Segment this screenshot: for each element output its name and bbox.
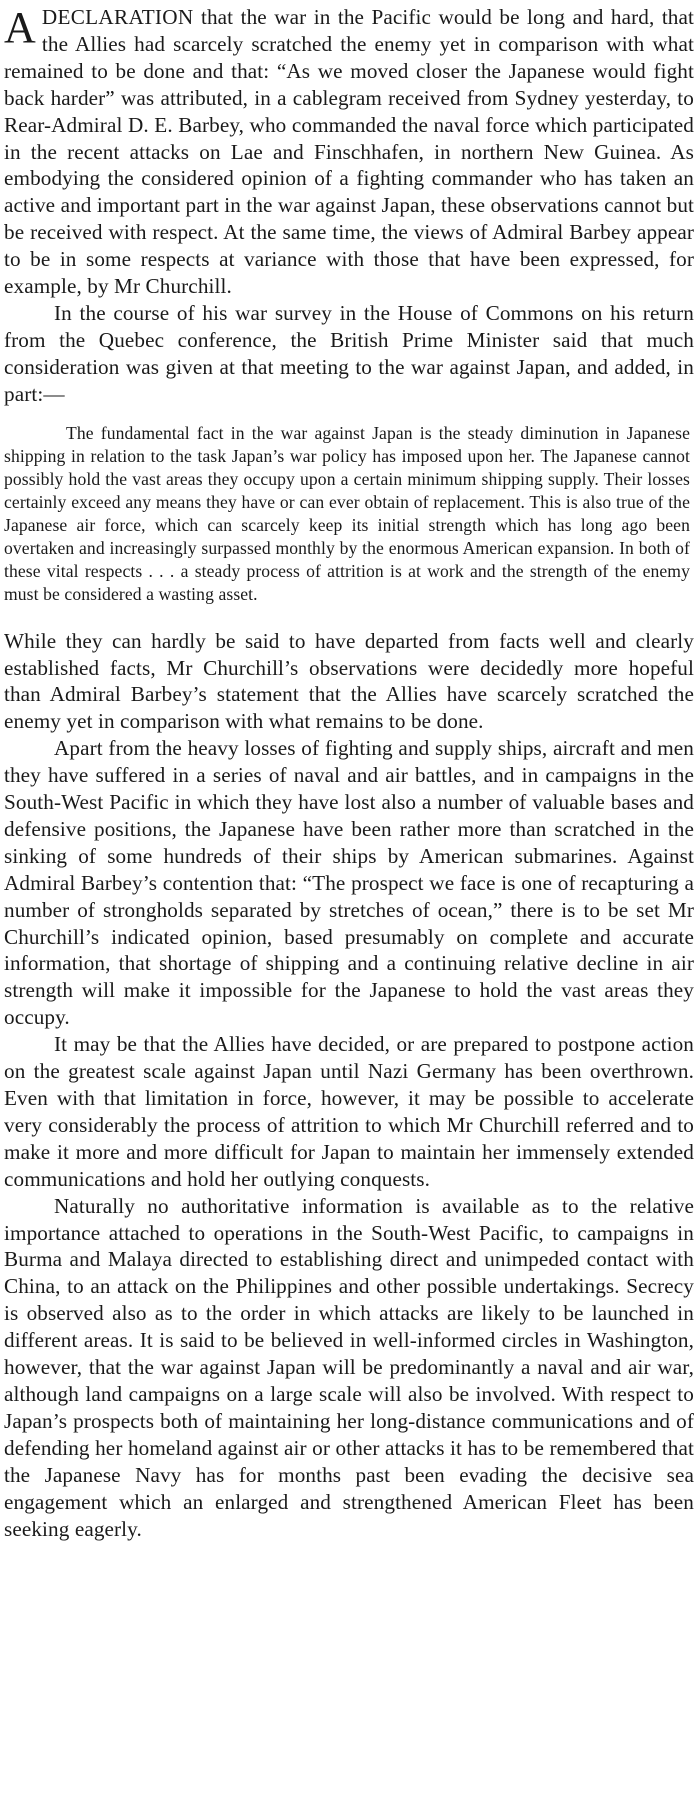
opening-caps-word: DECLARATION — [41, 5, 194, 29]
paragraph-quebec-conference: In the course of his war survey in the House of Commons on his return from the Quebec conference, the British Prime Minister said that much consideration was given at that meeting to the war against Japan, and added, in part:— — [4, 300, 694, 406]
paragraph-postpone-action: It may be that the Allies have decided, or are prepared to postpone action on the greatest scale against Japan until Nazi Germany has been overthrown. Even with that limitation in force, however, it may be possible to accelerate very considerably the process of attrition to which Mr Churchill referred and to make it more and more difficult for Japan to maintain her immensely extended communications and hold her outlying conquests. — [4, 1032, 694, 1191]
opening-paragraph-text: that the war in the Pacific would be long and hard, that the Allies had scarcely scratched the enemy yet in comparison with what remained to be done and that: “As we moved closer the Japanese would fight back harder” was attributed, in a cablegram received from Sydney yesterday, to Rear-Admiral D. E. Barbey, who commanded the naval force which participated in the recent attacks on Lae and Finschhafen, in northern New Guinea. As embodying the considered opinion of a fighting commander who has taken an active and important part in the war against Japan, these observations cannot but be received with respect. At the same time, the views of Admiral Barbey appear to be in some respects at variance with those that have been expressed, for example, by Mr Churchill. — [4, 5, 695, 299]
paragraph-churchill-vs-barbey: While they can hardly be said to have departed from facts well and clearly established facts, Mr Churchill’s observations were decidedly more hopeful than Admiral Barbey’s statement that the Allies have scarcely scratched the enemy yet in comparison with what remains to be done. — [4, 628, 694, 734]
drop-cap: A — [4, 3, 36, 52]
opening-paragraph — [4, 4, 694, 300]
paragraph-operations-secrecy: Naturally no authoritative information is available as to the relative importance attached to operations in the South-West Pacific, to campaigns in Burma and Malaya directed to establishing direct and unimpeded contact with China, to an attack on the Philippines and other possible undertakings. Secrecy is observed also as to the order in which attacks are likely to be launched in different areas. It is said to be believed in well-informed circles in Washington, however, that the war against Japan will be predominantly a naval and air war, although land campaigns on a large scale will also be involved. With respect to Japan’s prospects both of maintaining her long-distance communications and of defending her homeland against air or other attacks it has to be remembered that the Japanese Navy has for months past been evading the decisive sea engagement which an enlarged and strengthened American Fleet has been seeking eagerly. — [4, 1193, 694, 1541]
paragraph-japanese-losses: Apart from the heavy losses of fighting and supply ships, aircraft and men they have suffered in a series of naval and air battles, and in campaigns in the South-West Pacific in which they have lost also a number of valuable bases and defensive positions, the Japanese have been rather more than scratched in the sinking of some hundreds of their ships by American submarines. Against Admiral Barbey’s contention that: “The prospect we face is one of recapturing a number of strongholds separated by stretches of ocean,” there is to be set Mr Churchill’s indicated opinion, based presumably on complete and accurate information, that shortage of shipping and a continuing relative decline in air strength will make it impossible for the Japanese to hold the vast areas they occupy. — [4, 736, 694, 1030]
churchill-quote-block: The fundamental fact in the war against Japan is the steady diminution in Japanese shipping in relation to the task Japan’s war policy has imposed upon her. The Japanese cannot possibly hold the vast areas they occupy upon a certain minimum shipping supply. Their losses certainly exceed any means they have or can ever obtain of replacement. This is also true of the Japanese air force, which can scarcely keep its initial strength which has long ago been overtaken and increasingly surpassed monthly by the enormous American expansion. In both of these vital respects . . . a steady process of attrition is at work and the strength of the enemy must be considered a wasting asset. — [4, 422, 690, 604]
newspaper-article — [4, 4, 694, 1542]
